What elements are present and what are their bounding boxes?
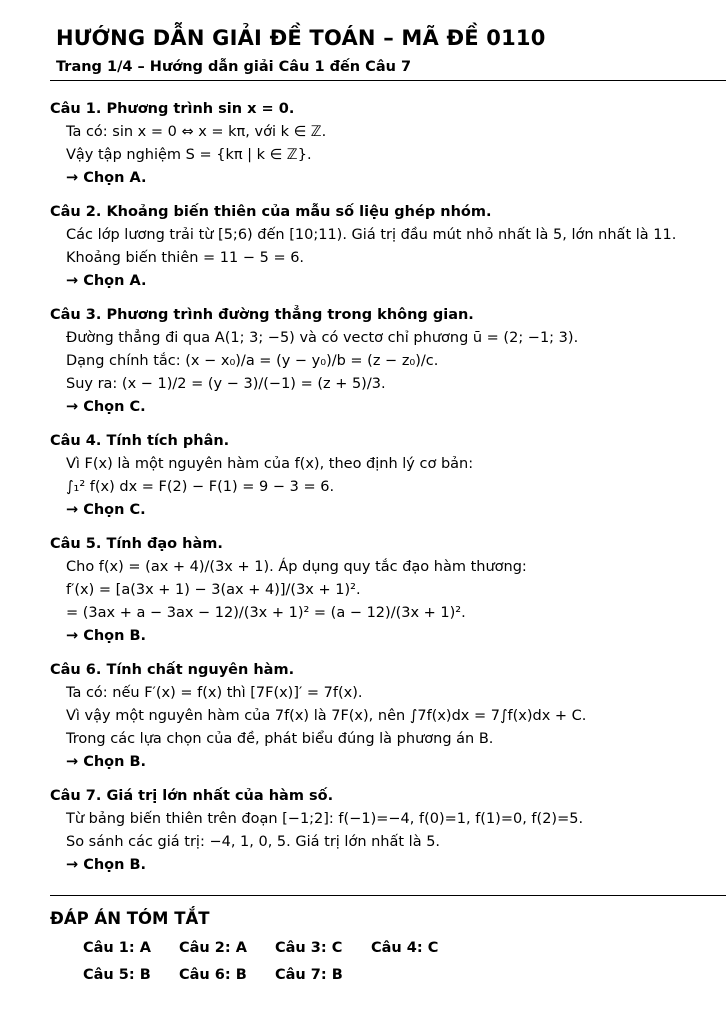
question-title: Câu 1. Phương trình sin x = 0. <box>50 101 295 117</box>
summary-title: ĐÁP ÁN TÓM TẮT <box>50 909 210 928</box>
question-title: Câu 4. Tính tích phân. <box>50 433 230 449</box>
answer-choice: → Chọn A. <box>66 170 147 186</box>
solution-line: Khoảng biến thiên = 11 − 5 = 6. <box>66 250 305 266</box>
solution-line: Cho f(x) = (ax + 4)/(3x + 1). Áp dụng quy tắc đạo hàm thương: <box>66 559 527 575</box>
summary-item: Câu 2: A <box>179 940 247 956</box>
solution-line: So sánh các giá trị: −4, 1, 0, 5. Giá trị lớn nhất là 5. <box>66 834 441 850</box>
page-subtitle: Trang 1/4 – Hướng dẫn giải Câu 1 đến Câu 7 <box>56 59 412 75</box>
question-title: Câu 6. Tính chất nguyên hàm. <box>50 662 295 678</box>
document-header <box>56 24 546 77</box>
answer-choice: → Chọn C. <box>66 399 146 415</box>
question-block <box>50 98 722 190</box>
question-title: Câu 7. Giá trị lớn nhất của hàm số. <box>50 788 334 804</box>
solution-line: = (3ax + a − 3ax − 12)/(3x + 1)² = (a − 12)/(3x + 1)². <box>66 605 466 621</box>
summary-item: Câu 6: B <box>179 967 247 983</box>
question-block <box>50 533 722 648</box>
question-title: Câu 3. Phương trình đường thẳng trong không gian. <box>50 307 474 323</box>
summary-item: Câu 3: C <box>275 940 343 956</box>
question-block <box>50 785 722 877</box>
solution-line: Đường thẳng đi qua A(1; 3; −5) và có vectơ chỉ phương ū = (2; −1; 3). <box>66 330 579 346</box>
answer-choice: → Chọn B. <box>66 754 147 770</box>
solution-line: ∫₁² f(x) dx = F(2) − F(1) = 9 − 3 = 6. <box>66 479 335 495</box>
question-block <box>50 659 722 774</box>
solution-line: Vì F(x) là một nguyên hàm của f(x), theo định lý cơ bản: <box>66 456 474 472</box>
answer-choice: → Chọn C. <box>66 502 146 518</box>
question-block <box>50 304 722 419</box>
summary-item: Câu 1: A <box>83 940 151 956</box>
solution-line: Ta có: sin x = 0 ⇔ x = kπ, với k ∈ ℤ. <box>66 124 327 140</box>
answer-choice: → Chọn B. <box>66 857 147 873</box>
answer-summary-grid <box>83 937 483 987</box>
solution-line: f′(x) = [a(3x + 1) − 3(ax + 4)]/(3x + 1)². <box>66 582 361 598</box>
solution-line: Vậy tập nghiệm S = {kπ | k ∈ ℤ}. <box>66 147 312 163</box>
solutions-section <box>50 98 722 888</box>
solution-line: Từ bảng biến thiên trên đoạn [−1;2]: f(−1)=−4, f(0)=1, f(1)=0, f(2)=5. <box>66 811 584 827</box>
solution-line: Suy ra: (x − 1)/2 = (y − 3)/(−1) = (z + 5)/3. <box>66 376 386 392</box>
answer-choice: → Chọn B. <box>66 628 147 644</box>
summary-divider <box>50 895 726 896</box>
solution-line: Ta có: nếu F′(x) = f(x) thì [7F(x)]′ = 7f(x). <box>66 685 363 701</box>
question-title: Câu 2. Khoảng biến thiên của mẫu số liệu ghép nhóm. <box>50 204 492 220</box>
answer-choice: → Chọn A. <box>66 273 147 289</box>
solution-line: Dạng chính tắc: (x − x₀)/a = (y − y₀)/b = (z − z₀)/c. <box>66 353 439 369</box>
solution-line: Vì vậy một nguyên hàm của 7f(x) là 7F(x), nên ∫7f(x)dx = 7∫f(x)dx + C. <box>66 708 587 724</box>
summary-item: Câu 4: C <box>371 940 439 956</box>
question-title: Câu 5. Tính đạo hàm. <box>50 536 223 552</box>
solution-line: Các lớp lương trải từ [5;6) đến [10;11). Giá trị đầu mút nhỏ nhất là 5, lớn nhất là 11. <box>66 227 677 243</box>
summary-item: Câu 5: B <box>83 967 151 983</box>
page-title: HƯỚNG DẪN GIẢI ĐỀ TOÁN – MÃ ĐỀ 0110 <box>56 26 546 50</box>
question-block <box>50 201 722 293</box>
question-block <box>50 430 722 522</box>
header-divider <box>50 80 726 81</box>
solution-line: Trong các lựa chọn của đề, phát biểu đúng là phương án B. <box>66 731 494 747</box>
summary-item: Câu 7: B <box>275 967 343 983</box>
